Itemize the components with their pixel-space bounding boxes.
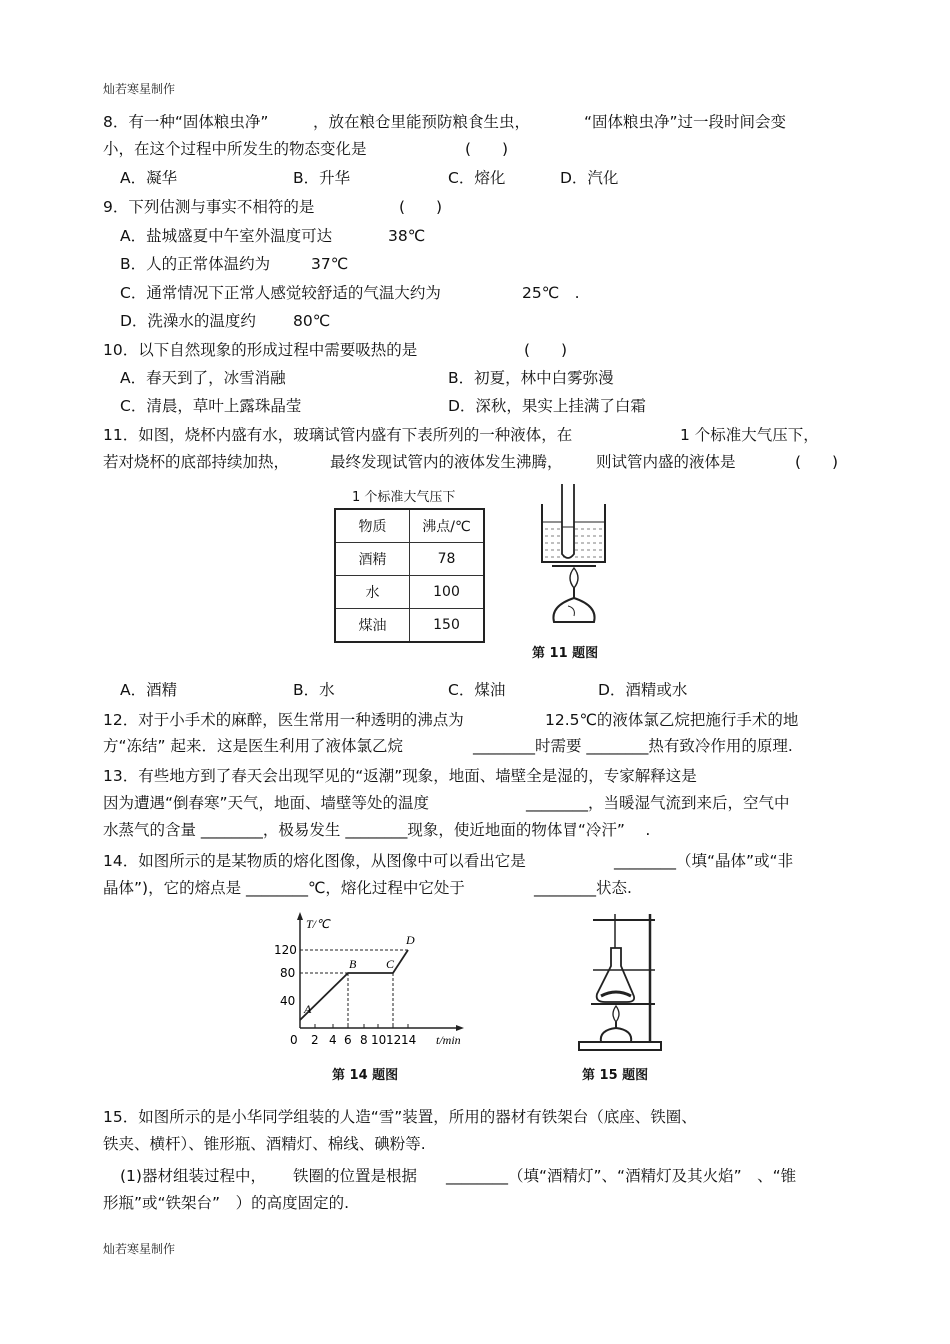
q12-line2a: 方“冻结” 起来．这是医生利用了液体氯乙烷 — [103, 737, 403, 755]
q13-line1: 13．有些地方到了春天会出现罕见的“返潮”现象，地面、墙壁全是湿的，专家解释这是 — [103, 767, 697, 785]
table-cell: 煤油 — [335, 609, 410, 643]
x-tick-0: 0 — [290, 1033, 298, 1047]
point-label-b: B — [349, 957, 357, 971]
q10-option-c: C．清晨，草叶上露珠晶莹 — [120, 397, 302, 415]
page-header: 灿若寒星制作 — [103, 82, 176, 96]
q10-option-d: D．深秋，果实上挂满了白霜 — [448, 397, 646, 415]
q10-option-b: B．初夏，林中白雾弥漫 — [448, 369, 614, 387]
q11-option-b: B．水 — [293, 681, 335, 699]
q15-line3b: 铁圈的位置是根据 — [293, 1167, 418, 1185]
point-label-c: C — [386, 957, 395, 971]
q8-line1b: ，放在粮仓里能预防粮食生虫， — [313, 113, 531, 131]
q11-line2d: ( ) — [795, 453, 839, 471]
iron-stand-figure — [575, 908, 665, 1058]
q15-line1: 15．如图所示的是小华同学组装的人造“雪”装置，所用的器材有铁架台（底座、铁圈、 — [103, 1108, 697, 1126]
q14-line2a: 晶体”)，它的熔点是 ________℃，熔化过程中它处于 — [103, 879, 465, 897]
q14-line1b: ________（填“晶体”或“非 — [614, 852, 794, 870]
page-footer: 灿若寒星制作 — [103, 1242, 176, 1256]
q11-line2c: 则试管内盛的液体是 — [596, 453, 736, 471]
q11-line2b: 最终发现试管内的液体发生沸腾， — [330, 453, 563, 471]
q15-line2: 铁夹、横杆）、锥形瓶、酒精灯、棉线、碘粉等. — [103, 1135, 426, 1153]
x-tick-4: 4 — [329, 1033, 337, 1047]
table-cell: 酒精 — [335, 543, 410, 576]
beaker-test-tube-figure — [530, 482, 620, 632]
x-tick-10: 10 — [371, 1033, 387, 1047]
q11-option-d: D．酒精或水 — [598, 681, 688, 699]
q10-option-a: A．春天到了，冰雪消融 — [120, 369, 286, 387]
x-tick-8: 8 — [360, 1033, 368, 1047]
q12-line1a: 12．对于小手术的麻醉，医生常用一种透明的沸点为 — [103, 711, 464, 729]
q9-option-a-value: 38℃ — [388, 227, 426, 245]
fig11-caption: 第 11 题图 — [532, 646, 599, 661]
q11-line1b: 1 个标准大气压下， — [680, 426, 819, 444]
q11-line1a: 11．如图，烧杯内盛有水，玻璃试管内盛有下表所列的一种液体，在 — [103, 426, 573, 444]
q10-stem: 10．以下自然现象的形成过程中需要吸热的是 — [103, 341, 418, 359]
q10-paren: ( ) — [524, 341, 568, 359]
melting-graph — [270, 910, 470, 1050]
q15-line3a: (1)器材组装过程中， — [120, 1167, 266, 1185]
q11-option-a: A．酒精 — [120, 681, 178, 699]
q8-option-d: D．汽化 — [560, 169, 619, 187]
q12-line1b: 12.5℃的液体氯乙烷把施行手术的地 — [545, 711, 799, 729]
table-row — [335, 543, 484, 576]
point-label-d: D — [406, 933, 415, 947]
x-axis-label: t/min — [436, 1033, 461, 1047]
q9-option-d: D．洗澡水的温度约 — [120, 312, 256, 330]
y-tick-40: 40 — [280, 994, 296, 1008]
q15-line3c: ________（填“酒精灯”、“酒精灯及其火焰” 、“锥 — [446, 1167, 797, 1185]
q8-option-a: A．凝华 — [120, 169, 178, 187]
q14-line1a: 14．如图所示的是某物质的熔化图像，从图像中可以看出它是 — [103, 852, 526, 870]
q8-line1c: “固体粮虫净”过一段时间会变 — [584, 113, 787, 131]
table-header-substance: 物质 — [335, 509, 410, 543]
x-tick-14: 14 — [401, 1033, 417, 1047]
q13-line3: 水蒸气的含量 ________，极易发生 ________现象，使近地面的物体冒“冷汗” . — [103, 821, 651, 839]
boiling-table-title: 1 个标准大气压下 — [352, 490, 456, 505]
q12-line2b: ________时需要 ________热有致冷作用的原理. — [473, 737, 793, 755]
q9-option-d-value: 80℃ — [293, 312, 331, 330]
table-cell: 100 — [410, 576, 485, 609]
x-tick-2: 2 — [311, 1033, 319, 1047]
q11-line2a: 若对烧杯的底部持续加热， — [103, 453, 290, 471]
q8-line2a: 小，在这个过程中所发生的物态变化是 — [103, 140, 367, 158]
q9-option-c: C．通常情况下正常人感觉较舒适的气温大约为 — [120, 284, 441, 302]
table-cell: 水 — [335, 576, 410, 609]
table-header-boiling-point: 沸点/℃ — [410, 509, 485, 543]
fig14-caption: 第 14 题图 — [332, 1068, 399, 1083]
q8-paren: ( ) — [465, 140, 509, 158]
q9-option-b: B．人的正常体温约为 — [120, 255, 271, 273]
q14-line2b: ________状态. — [534, 879, 632, 897]
q15-line4: 形瓶”或“铁架台” ）的高度固定的. — [103, 1194, 350, 1212]
x-tick-6: 6 — [344, 1033, 352, 1047]
q13-line2a: 因为遭遇“倒春寒”天气，地面、墙壁等处的温度 — [103, 794, 430, 812]
y-tick-120: 120 — [274, 943, 297, 957]
boiling-point-table — [334, 508, 485, 643]
y-axis-label: T/℃ — [306, 917, 330, 931]
q11-option-c: C．煤油 — [448, 681, 506, 699]
y-tick-80: 80 — [280, 966, 296, 980]
q13-line2b: ________，当暖湿气流到来后，空气中 — [526, 794, 790, 812]
table-row — [335, 576, 484, 609]
q8-line1a: 8．有一种“固体粮虫净” — [103, 113, 269, 131]
table-cell: 78 — [410, 543, 485, 576]
q9-option-a: A．盐城盛夏中午室外温度可达 — [120, 227, 333, 245]
table-row — [335, 609, 484, 643]
q9-stem: 9．下列估测与事实不相符的是 — [103, 198, 315, 216]
fig15-caption: 第 15 题图 — [582, 1068, 649, 1083]
x-tick-12: 12 — [386, 1033, 402, 1047]
q8-option-c: C．熔化 — [448, 169, 506, 187]
q9-option-c-value: 25℃ . — [522, 284, 580, 302]
q9-option-b-value: 37℃ — [311, 255, 349, 273]
table-cell: 150 — [410, 609, 485, 643]
q9-paren: ( ) — [399, 198, 443, 216]
q8-option-b: B．升华 — [293, 169, 351, 187]
point-label-a: A — [304, 1002, 312, 1016]
